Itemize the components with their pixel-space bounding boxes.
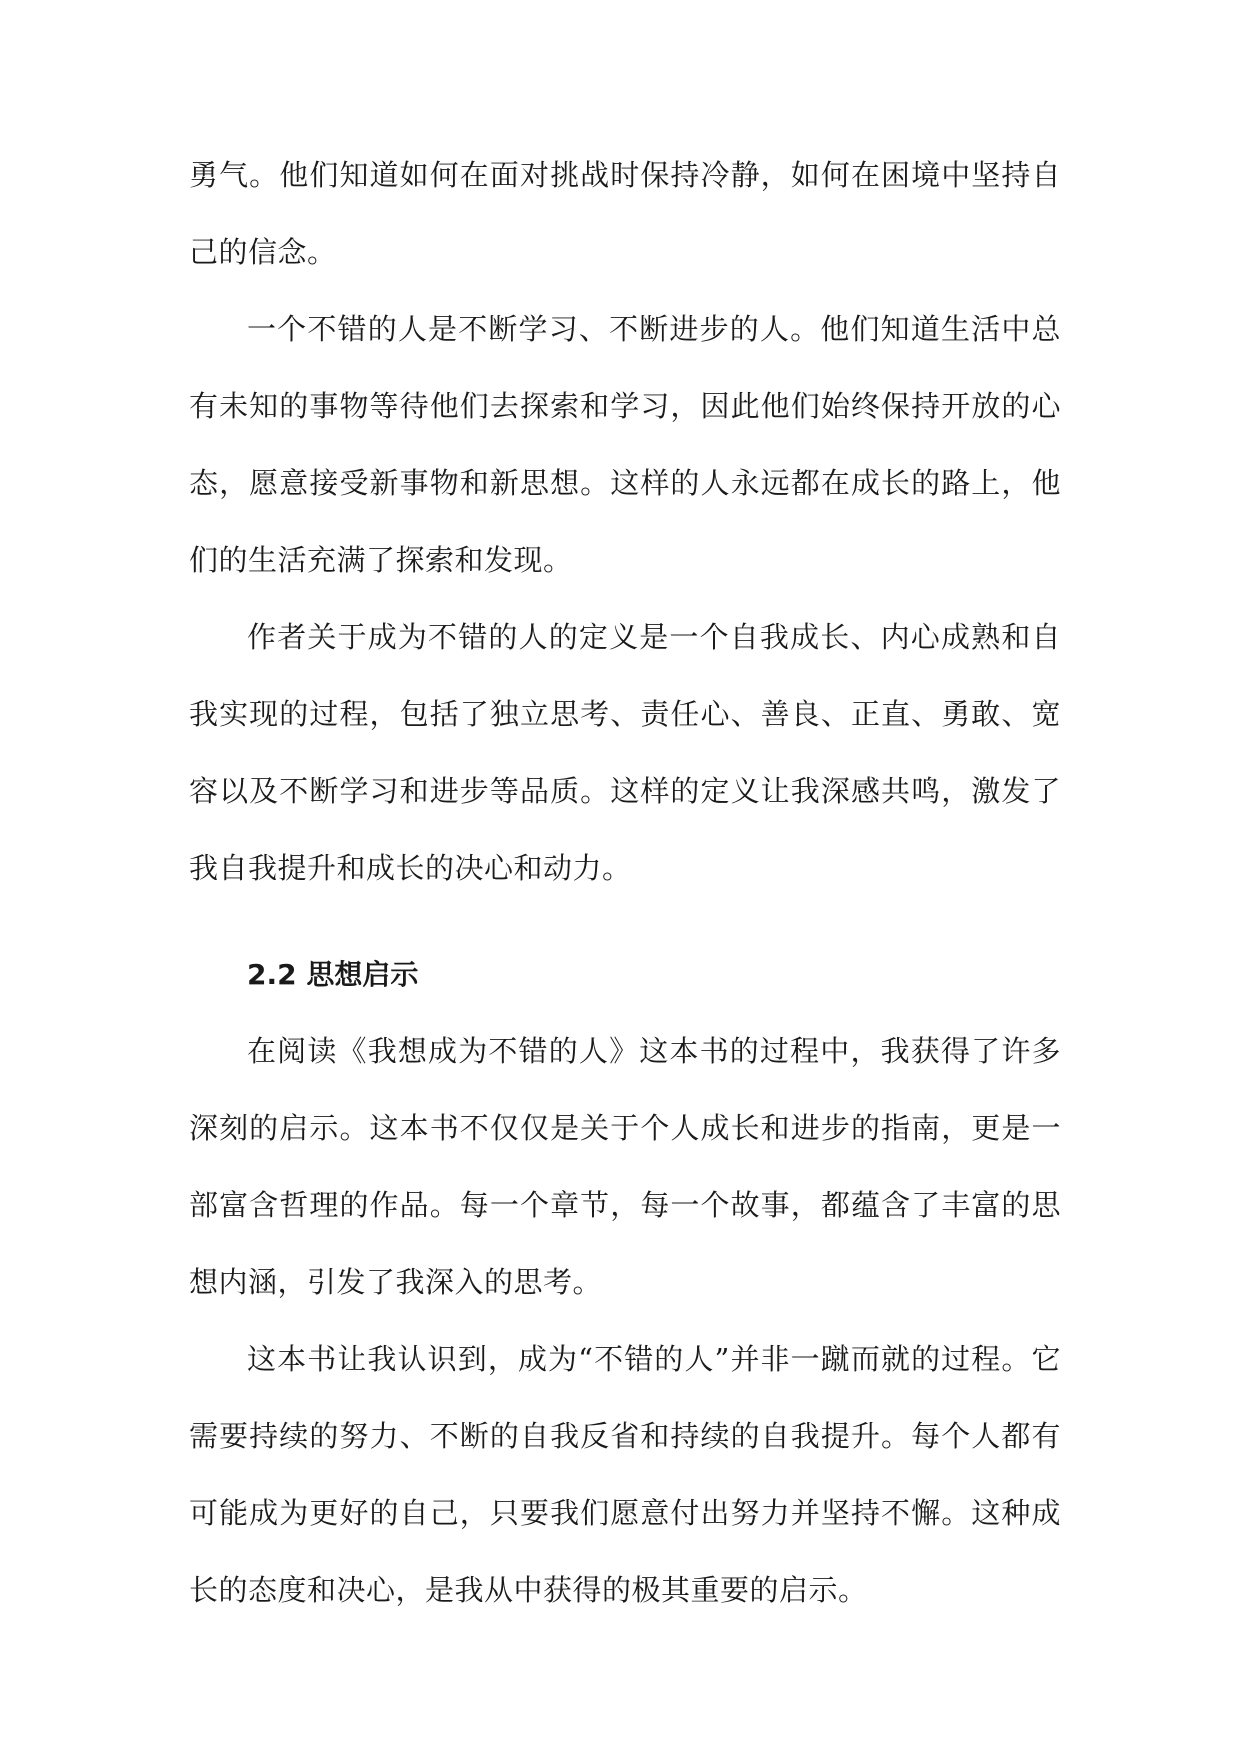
- paragraph-4: 在阅读《我想成为不错的人》这本书的过程中，我获得了许多深刻的启示。这本书不仅仅是关于个人成长和进步的指南，更是一部富含哲理的作品。每一个章节，每一个故事，都蕴含了丰富的思想内涵，引发了我深入的思考。: [189, 1034, 1061, 1299]
- paragraph-5: 这本书让我认识到，成为“不错的人”并非一蹴而就的过程。它需要持续的努力、不断的自我反省和持续的自我提升。每个人都有可能成为更好的自己，只要我们愿意付出努力并坚持不懈。这种成长的态度和决心，是我从中获得的极其重要的启示。: [189, 1342, 1061, 1607]
- section-heading: 2.2 思想启示: [247, 958, 419, 991]
- paragraph-2: 一个不错的人是不断学习、不断进步的人。他们知道生活中总有未知的事物等待他们去探索和学习，因此他们始终保持开放的心态，愿意接受新事物和新思想。这样的人永远都在成长的路上，他们的生活充满了探索和发现。: [189, 312, 1061, 577]
- page-content: [189, 137, 1061, 1629]
- paragraph-1: 勇气。他们知道如何在面对挑战时保持冷静，如何在困境中坚持自己的信念。: [189, 158, 1061, 269]
- paragraph-3: 作者关于成为不错的人的定义是一个自我成长、内心成熟和自我实现的过程，包括了独立思考、责任心、善良、正直、勇敢、宽容以及不断学习和进步等品质。这样的定义让我深感共鸣，激发了我自我提升和成长的决心和动力。: [189, 620, 1061, 885]
